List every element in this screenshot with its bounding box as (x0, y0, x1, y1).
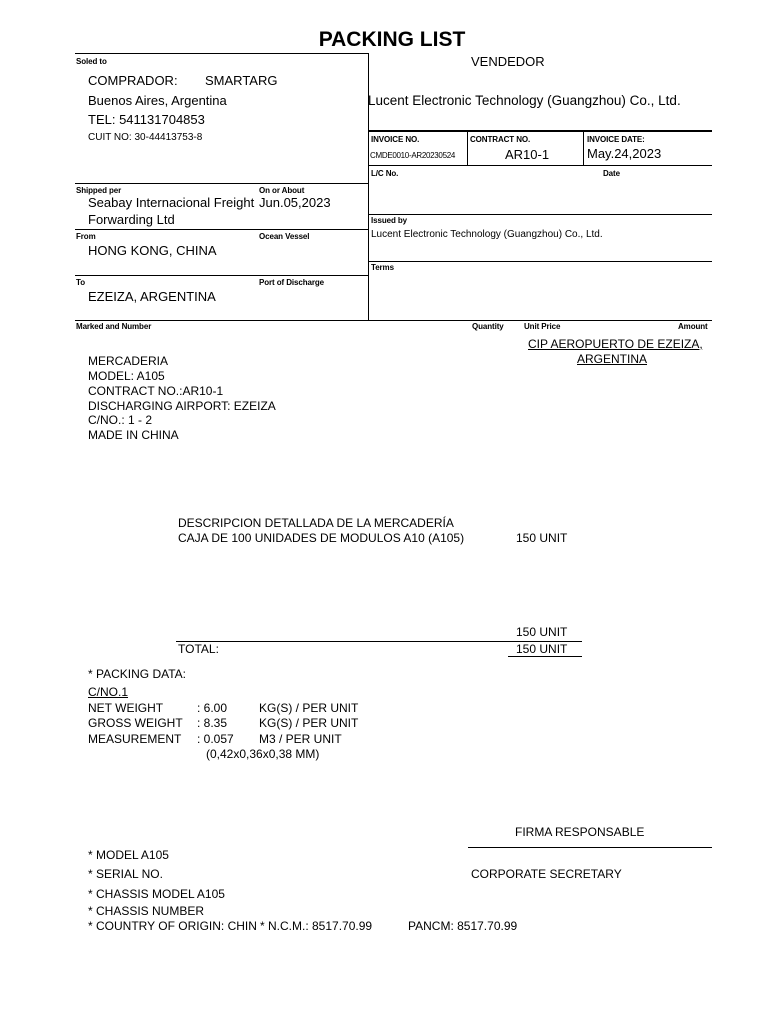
col-amount: Amount (678, 322, 708, 331)
seller-label: VENDEDOR (471, 54, 545, 69)
from-value: HONG KONG, CHINA (88, 243, 217, 258)
note-model: * MODEL A105 (88, 848, 169, 862)
col-marked: Marked and Number (76, 322, 152, 331)
comprador-name: SMARTARG (205, 73, 278, 88)
seller-name: Lucent Electronic Technology (Guangzhou) Co., Ltd. (368, 93, 681, 108)
invoice-date-label: INVOICE DATE: (587, 135, 645, 144)
signature-line (468, 847, 712, 848)
packing-row-unit: KG(S) / PER UNIT (259, 701, 359, 715)
packing-row-value: : 8.35 (197, 716, 228, 730)
description-line1: DESCRIPCION DETALLADA DE LA MERCADERÍA (178, 516, 454, 530)
buyer-cuit: CUIT NO: 30-44413753-8 (88, 132, 203, 143)
rule-issued (368, 214, 712, 215)
to-label: To (76, 278, 85, 287)
col-quantity: Quantity (472, 322, 504, 331)
from-label: From (76, 232, 96, 241)
note-origin: * COUNTRY OF ORIGIN: CHIN (88, 919, 257, 933)
port-label: Port of Discharge (259, 278, 324, 287)
date-label: Date (603, 169, 620, 178)
ocean-vessel-label: Ocean Vessel (259, 232, 310, 241)
shipped-per-label: Shipped per (76, 186, 122, 195)
total-label: TOTAL: (178, 642, 219, 656)
rule-columns (75, 320, 712, 321)
issued-by: Lucent Electronic Technology (Guangzhou) Co., Ltd. (371, 229, 603, 240)
header-top-rule (75, 53, 368, 54)
shipped-per-line2: Forwarding Ltd (88, 212, 175, 227)
packing-row-value: : 0.057 (197, 732, 234, 746)
mark-line: MADE IN CHINA (88, 428, 179, 442)
note-chassis-model: * CHASSIS MODEL A105 (88, 887, 225, 901)
mark-line: CONTRACT NO.:AR10-1 (88, 384, 224, 398)
total-qty: 150 UNIT (516, 642, 568, 656)
note-serial: * SERIAL NO. (88, 867, 163, 881)
cip-line2: ARGENTINA (577, 352, 648, 366)
divider-date (583, 130, 584, 165)
total-underline (508, 656, 582, 657)
signature-role: CORPORATE SECRETARY (471, 867, 622, 881)
buyer-city: Buenos Aires, Argentina (88, 93, 227, 108)
mark-line: DISCHARGING AIRPORT: EZEIZA (88, 399, 276, 413)
packing-row-unit: KG(S) / PER UNIT (259, 716, 359, 730)
invoice-no-label: INVOICE NO. (371, 135, 420, 144)
invoice-date: May.24,2023 (587, 146, 662, 161)
note-pancm: PANCM: 8517.70.99 (408, 919, 518, 933)
note-chassis-number: * CHASSIS NUMBER (88, 904, 205, 918)
packing-dims: (0,42x0,36x0,38 MM) (206, 747, 320, 761)
rule-from (75, 229, 368, 230)
subtotal-qty: 150 UNIT (516, 625, 568, 639)
comprador-label: COMPRADOR: (88, 73, 178, 88)
shipped-per-line1: Seabay Internacional Freight (88, 195, 255, 210)
mark-line: MODEL: A105 (88, 369, 165, 383)
buyer-label: Soled to (76, 57, 107, 66)
contract-no-label: CONTRACT NO. (470, 135, 531, 144)
packing-cno: C/NO.1 (88, 685, 129, 699)
col-unit-price: Unit Price (524, 322, 561, 331)
mark-line: MERCADERIA (88, 354, 169, 368)
rule-invoice-top (368, 130, 712, 132)
lc-label: L/C No. (371, 169, 399, 178)
description-line2: CAJA DE 100 UNIDADES DE MODULOS A10 (A105) (178, 531, 465, 545)
packing-row-label: MEASUREMENT (88, 732, 182, 746)
divider-contract (467, 130, 468, 165)
description-qty: 150 UNIT (516, 531, 568, 545)
rule-terms (368, 261, 712, 262)
terms-label: Terms (371, 263, 394, 272)
issued-by-label: Issued by (371, 216, 408, 225)
note-ncm: * N.C.M.: 8517.70.99 (260, 919, 373, 933)
packing-row-label: GROSS WEIGHT (88, 716, 183, 730)
packing-heading: * PACKING DATA: (88, 667, 187, 681)
contract-no: AR10-1 (505, 147, 550, 162)
cip-line1: CIP AEROPUERTO DE EZEIZA, (528, 337, 703, 351)
on-or-about: Jun.05,2023 (259, 195, 331, 210)
signature-label: FIRMA RESPONSABLE (515, 825, 645, 839)
rule-shipped (75, 183, 368, 184)
mark-line: C/NO.: 1 - 2 (88, 413, 153, 427)
on-or-about-label: On or About (259, 186, 305, 195)
packing-row-value: : 6.00 (197, 701, 228, 715)
rule-invoice-bottom (368, 165, 712, 166)
buyer-tel: TEL: 541131704853 (88, 112, 205, 127)
invoice-no: CMDE0010-AR20230524 (370, 151, 456, 160)
rule-to (75, 275, 368, 276)
page-title: PACKING LIST (318, 28, 466, 51)
packing-row-label: NET WEIGHT (88, 701, 164, 715)
to-value: EZEIZA, ARGENTINA (88, 289, 216, 304)
packing-row-unit: M3 / PER UNIT (259, 732, 342, 746)
